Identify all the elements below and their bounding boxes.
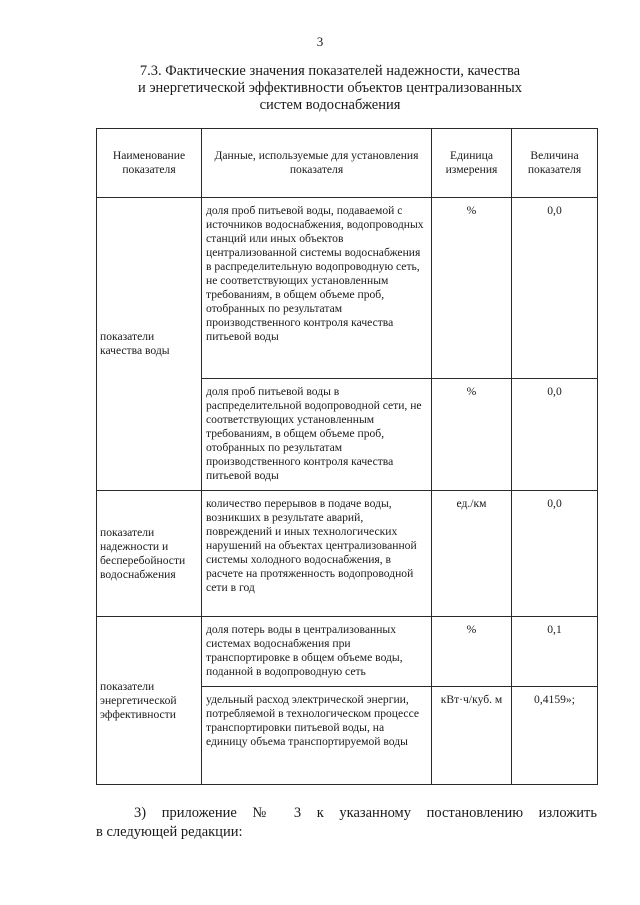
header-data: Данные, используемые для установления показателя [202, 129, 432, 198]
page-number: 3 [316, 34, 324, 49]
table-row [97, 491, 598, 617]
row-data: доля проб питьевой воды, подаваемой с источников водоснабжения, водопроводных станций или иных объектов централизованной системы водоснабжения в распределительную водопроводную сеть, не соответствующих установленным требованиям, в общем объеме проб, отобранных по результатам производственного контроля качества питьевой воды [202, 198, 432, 379]
row-data: количество перерывов в подаче воды, возникших в результате аварий, повреждений и иных технологических нарушений на объектах централизованной системы холодного водоснабжения, в расчете на протяженность водопроводной сети в год [202, 491, 432, 617]
row-data: доля потерь воды в централизованных системах водоснабжения при транспортировке в общем объеме воды, поданной в водопроводную сеть [202, 617, 432, 687]
header-name: Наименование показателя [97, 129, 202, 198]
row-data: доля проб питьевой воды в распределительной водопроводной сети, не соответствующих установленным требованиям, в общем объеме проб, отобранных по результатам производственного контроля качества питьевой воды [202, 379, 432, 491]
row-data: удельный расход электрической энергии, потребляемой в технологическом процессе транспортировки питьевой воды, на единицу объема транспортируемой воды [202, 687, 432, 785]
row-unit: % [432, 379, 512, 491]
row-unit: % [432, 617, 512, 687]
group-name-reliability: показатели надежности и бесперебойности водоснабжения [97, 491, 202, 617]
row-value: 0,0 [512, 379, 598, 491]
table-header-row [97, 129, 598, 198]
section-title-line-2: и энергетической эффективности объектов централизованных [137, 80, 523, 96]
section-title-line-1: 7.3. Фактические значения показателей надежности, качества [139, 63, 521, 79]
group-name-energy-efficiency: показатели энергетической эффективности [97, 617, 202, 785]
header-value: Величина показателя [512, 129, 598, 198]
table-row [97, 198, 598, 379]
row-value: 0,4159»; [512, 687, 598, 785]
table-row [97, 617, 598, 687]
footer-paragraph-line-2: в следующей редакции: [96, 824, 243, 840]
row-value: 0,1 [512, 617, 598, 687]
row-unit: % [432, 198, 512, 379]
row-value: 0,0 [512, 198, 598, 379]
row-unit: кВт·ч/куб. м [432, 687, 512, 785]
row-value: 0,0 [512, 491, 598, 617]
indicators-table [96, 128, 598, 785]
footer-paragraph-line-1: 3) приложение № 3 к указанному постановлению изложить [134, 805, 597, 821]
header-unit: Единица измерения [432, 129, 512, 198]
section-title-line-3: систем водоснабжения [259, 97, 401, 113]
group-name-water-quality: показатели качества воды [97, 198, 202, 491]
section-title [120, 63, 540, 114]
row-unit: ед./км [432, 491, 512, 617]
